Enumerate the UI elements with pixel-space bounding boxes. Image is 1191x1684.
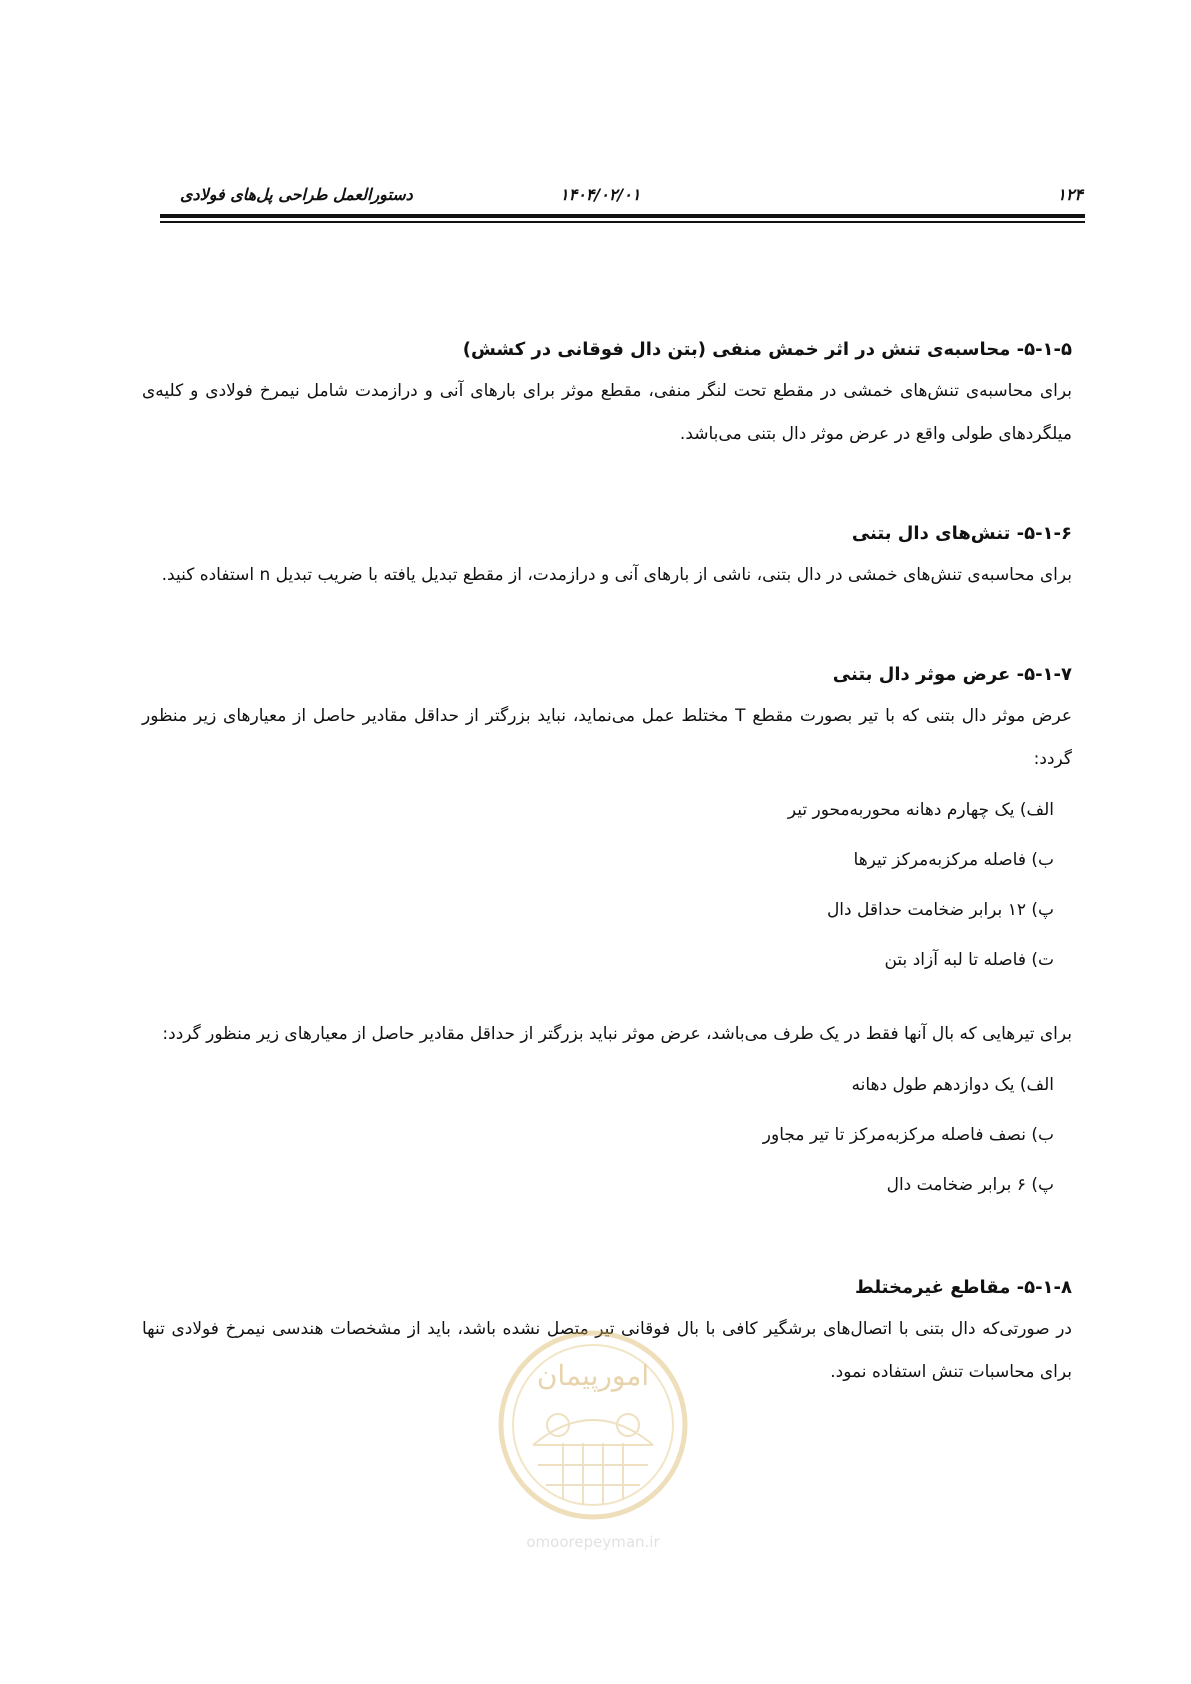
section-paragraph: در صورتی‌که دال بتنی با اتصال‌های برشگیر کافی با بال فوقانی تیر متصل نشده باشد، باید از مشخصات هندسی نیمرخ فولادی تنها برای محاسبات تنش استفاده نمود. <box>142 1319 1072 1382</box>
section-heading: ۵-۱-۵- محاسبه‌ی تنش در اثر خمش منفی (بتن دال فوقانی در کشش) <box>462 339 1072 360</box>
list-item: پ) ۶ برابر ضخامت دال <box>886 1175 1054 1195</box>
criteria-list <box>142 785 1072 985</box>
list-item: الف) یک چهارم دهانه محوربه‌محور تیر <box>787 800 1054 820</box>
section-5-1-7 <box>142 655 1072 1210</box>
section-heading: ۵-۱-۸- مقاطع غیرمختلط <box>855 1277 1072 1298</box>
section-heading: ۵-۱-۷- عرض موثر دال بتنی <box>832 664 1072 685</box>
header-date: ۱۴۰۴/۰۲/۰۱ <box>560 185 641 204</box>
list-item: ب) فاصله مرکزبه‌مرکز تیرها <box>853 850 1054 870</box>
running-header <box>160 185 1085 215</box>
seal-icon <box>478 1325 708 1535</box>
section-heading: ۵-۱-۶- تنش‌های دال بتنی <box>851 523 1072 544</box>
watermark-logo <box>478 1325 708 1555</box>
criteria-list-2 <box>142 1060 1072 1210</box>
page-number: ۱۲۴ <box>1057 185 1083 204</box>
section-paragraph: عرض موثر دال بتنی که با تیر بصورت مقطع T مختلط عمل می‌نماید، نباید بزرگتر از حداقل مقادیر حاصل از معیارهای زیر منظور گردد: <box>142 706 1073 769</box>
header-title: دستورالعمل طراحی پل‌های فولادی <box>180 185 413 204</box>
section-5-1-6 <box>142 514 1072 597</box>
list-item: پ) ۱۲ برابر ضخامت حداقل دال <box>826 900 1054 920</box>
watermark-logo-text: امورپیمان <box>536 1359 650 1392</box>
section-5-1-5 <box>142 330 1072 456</box>
list-item: ب) نصف فاصله مرکزبه‌مرکز تا تیر مجاور <box>762 1125 1054 1145</box>
section-paragraph: برای محاسبه‌ی تنش‌های خمشی در دال بتنی، ناشی از بارهای آنی و درازمدت، از مقطع تبدیل یافته با ضریب تبدیل n استفاده کنید. <box>161 565 1072 585</box>
section-paragraph: برای محاسبه‌ی تنش‌های خمشی در مقطع تحت لنگر منفی، مقطع موثر برای بارهای آنی و درازمدت شامل نیمرخ فولادی و کلیه‌ی میلگردهای طولی واقع در عرض موثر دال بتنی می‌باشد. <box>142 381 1072 444</box>
watermark-url: omoorepeyman.ir <box>526 1533 660 1551</box>
header-rule-thick <box>160 214 1085 218</box>
list-item: ت) فاصله تا لبه آزاد بتن <box>884 950 1054 970</box>
header-rule-thin <box>160 221 1085 223</box>
section-paragraph-2: برای تیرهایی که بال آنها فقط در یک طرف می‌باشد، عرض موثر نباید بزرگتر از حداقل مقادیر حاصل از معیارهای زیر منظور گردد: <box>162 1024 1072 1044</box>
list-item: الف) یک دوازدهم طول دهانه <box>851 1075 1054 1095</box>
body-content <box>142 330 1072 1452</box>
